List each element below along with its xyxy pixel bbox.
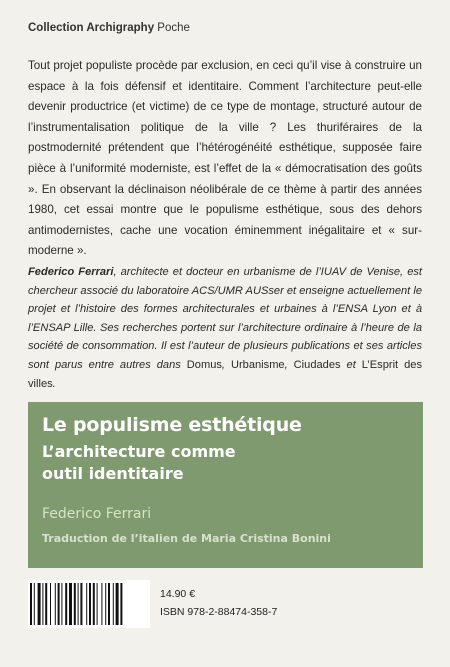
collection-series: Poche — [157, 22, 190, 34]
barcode — [28, 580, 150, 628]
bio-publication-ciudades: Ciudades — [293, 358, 341, 371]
bio-separator: et — [340, 358, 362, 371]
bio-publication-esprit: L’Esprit des villes — [28, 358, 422, 390]
title-band — [28, 402, 423, 568]
back-cover-blurb: Tout projet populiste procède par exclusion, en ceci qu’il vise à construire un espace à la fois défensif et identitaire. Comment l’architecture peut-elle devenir productrice (et victime) de ce type de montage, structuré autour de l’instrumentalisation politique de la ville ? Les thuriféraires de la postmodernité prétendent que l’hétérogénéité esthétique, supposée faire pièce à l’uniformité moderniste, est l’effet de la « démocratisation des goûts ». En observant la déclinaison néolibérale de ce thème à partir des années 1980, cet essai montre que le populisme esthétique, sous des dehors antimodernistes, cache une vocation éminemment inégalitaire et « sur-moderne ». — [28, 59, 422, 258]
author-bio — [28, 263, 422, 393]
bio-author-name: Federico Ferrari — [28, 266, 114, 278]
translation-credit: Traduction de l’italien de Maria Cristina Bonini — [42, 532, 331, 545]
book-title: Le populisme esthétique — [42, 414, 302, 436]
bio-separator: , — [284, 358, 294, 371]
bio-publication-urbanisme: Urbanisme — [230, 358, 285, 371]
book-author: Federico Ferrari — [42, 506, 152, 522]
bio-text: , architecte et docteur en urbanisme de l’IUAV de Venise, est chercheur associé du laboratoire ACS/UMR AUSser et enseigne actuellement le projet et l’histoire des formes architecturales et urbaines à l’ENSA Lyon et à l’ENSAP Lille. Ses recherches portent sur l’architecture ordinaire à l’heure de la société de consommation. Il est l’auteur de plusieurs publications et ses articles sont parus entre autres dans — [28, 266, 422, 371]
barcode-bars — [30, 583, 148, 625]
book-subtitle-line1: L’architecture comme — [42, 442, 236, 461]
book-subtitle-line2: outil identitaire — [42, 464, 184, 483]
bio-end: . — [52, 377, 56, 390]
collection-label — [28, 22, 190, 34]
isbn: ISBN 978-2-88474-358-7 — [160, 606, 278, 618]
bio-separator: , — [221, 358, 231, 371]
price: 14.90 € — [160, 588, 196, 600]
collection-name: Collection Archigraphy — [28, 22, 155, 34]
bio-publication-domus: Domus — [186, 358, 222, 371]
